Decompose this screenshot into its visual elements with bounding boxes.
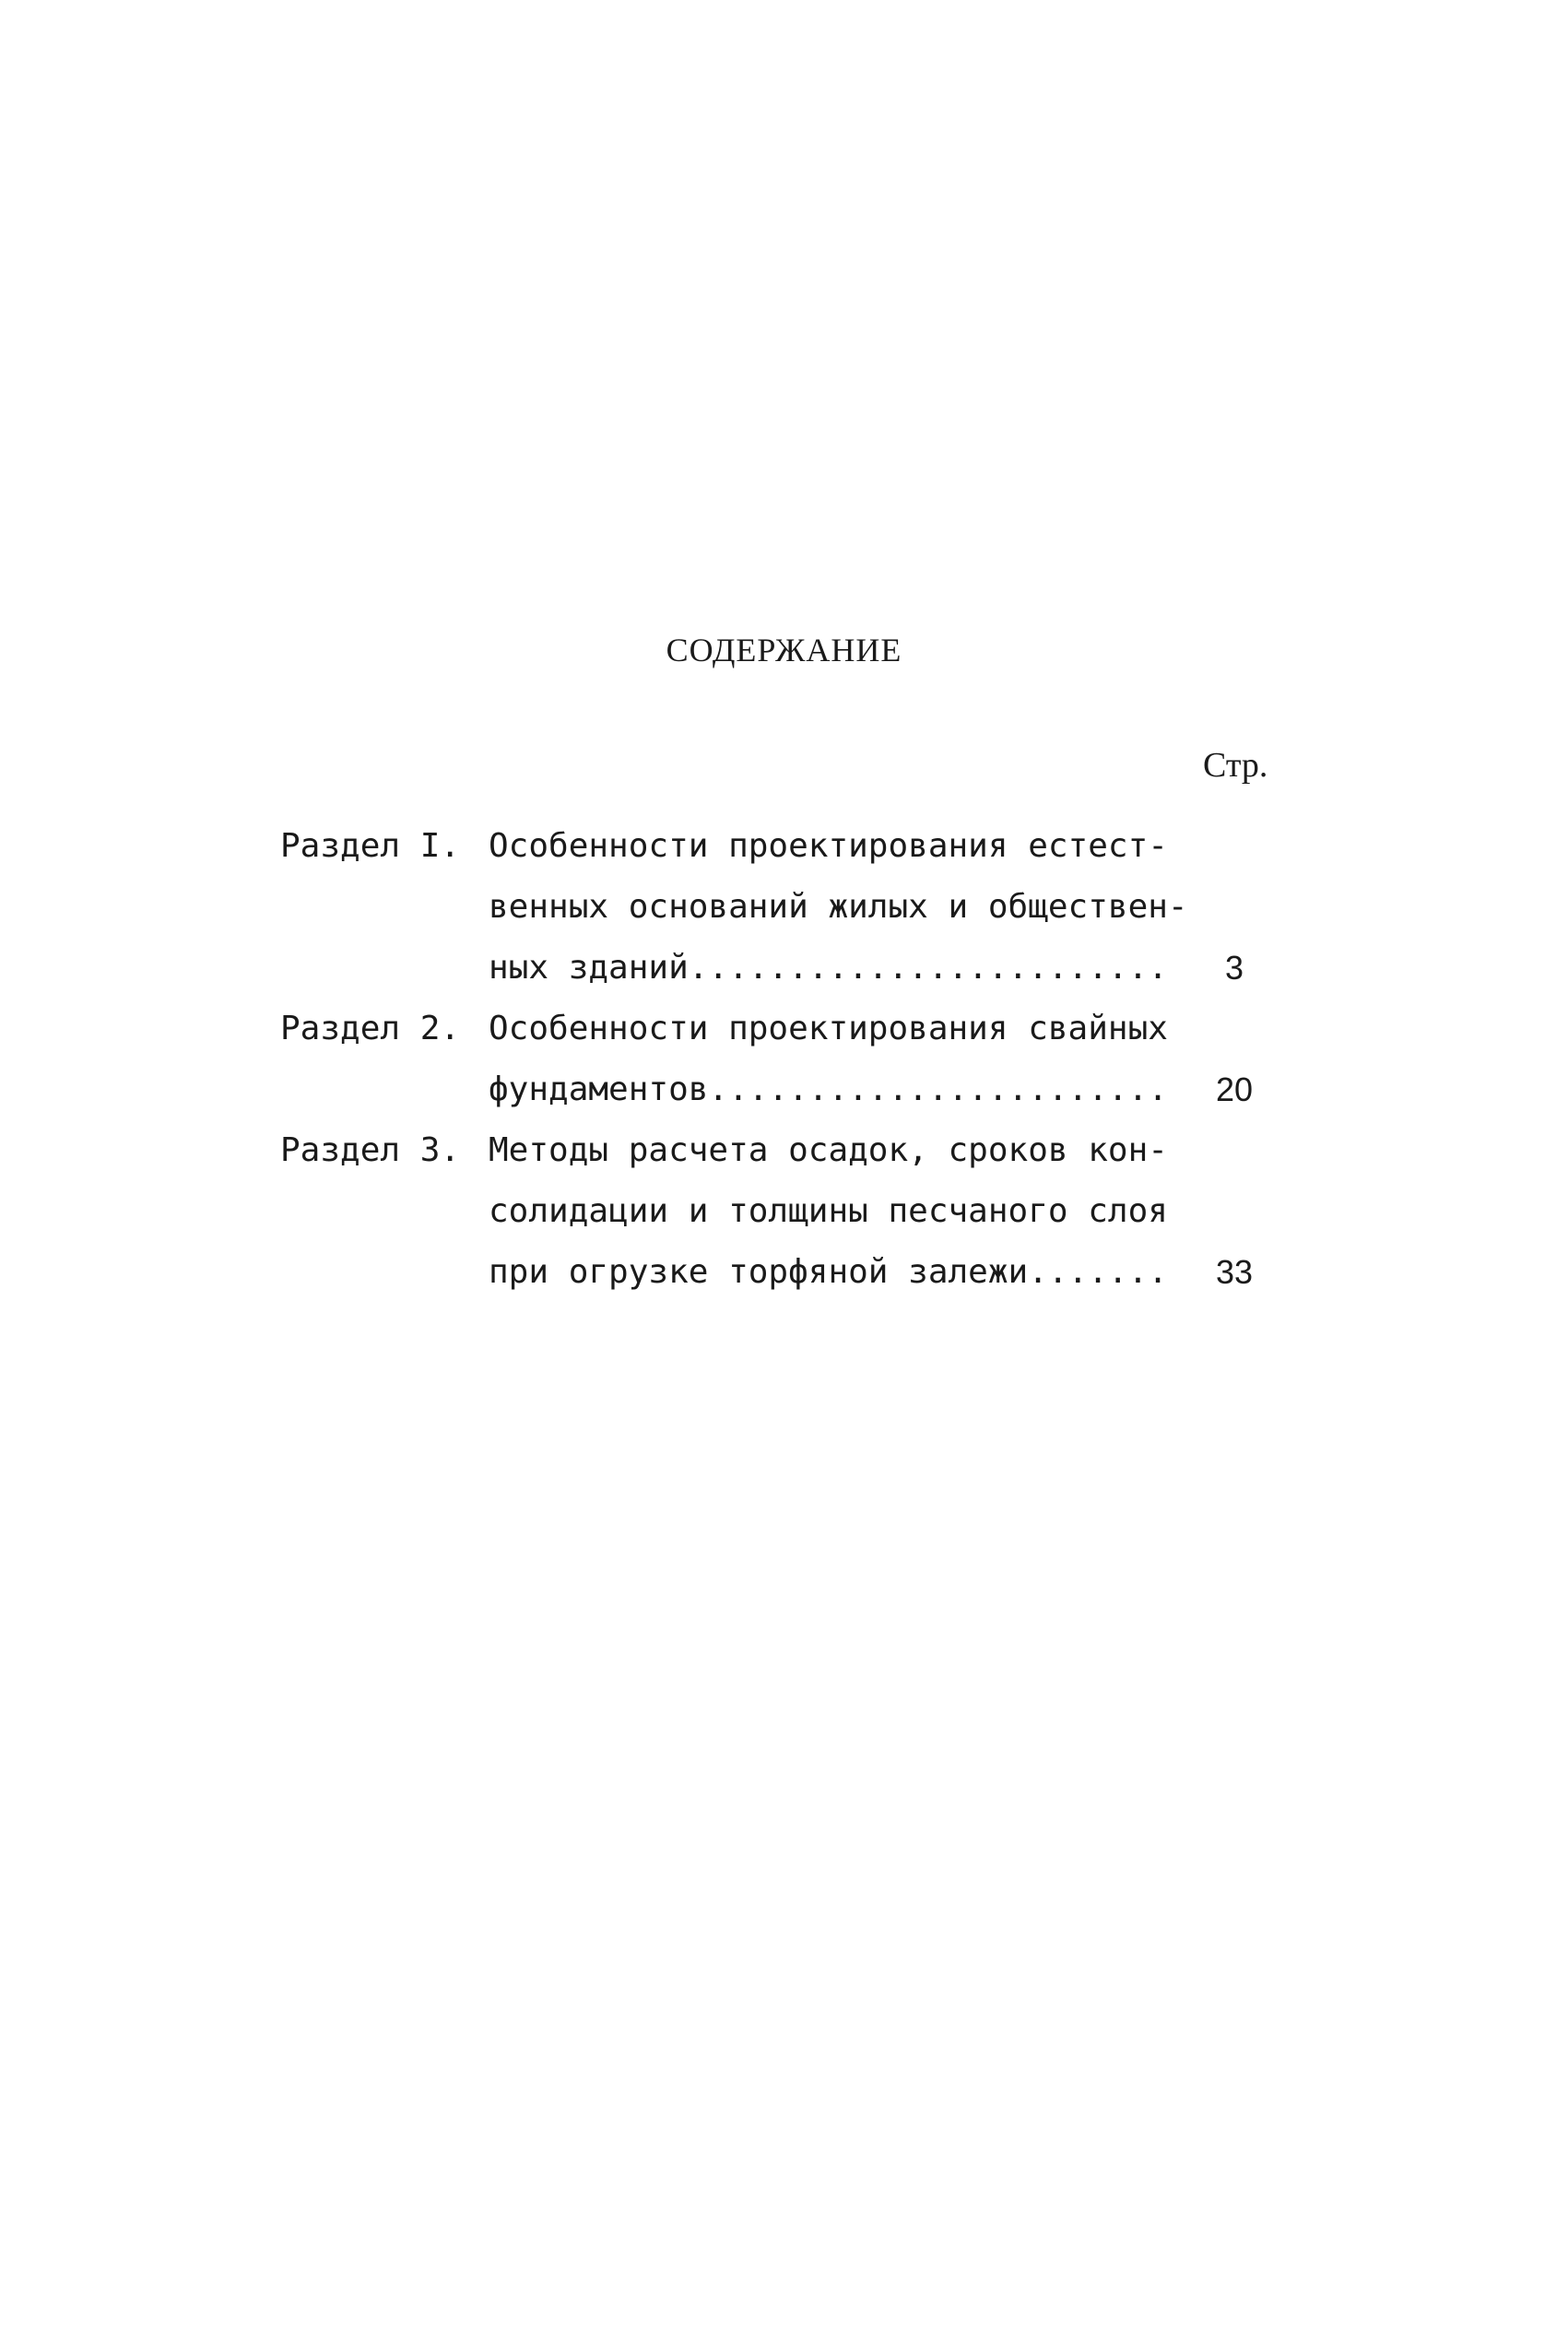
toc-title: СОДЕРЖАНИЕ (666, 632, 902, 668)
section-title-line: Методы расчета осадок, сроков кон- (489, 1131, 1168, 1169)
section-label: Раздел 2. (280, 1010, 461, 1047)
section-title-line: солидации и толщины песчаного слоя (489, 1192, 1168, 1230)
section-title-line: венных оснований жилых и обществен- (489, 888, 1188, 926)
page-number: 3 (1224, 949, 1244, 987)
page-number: 33 (1215, 1253, 1254, 1291)
section-label: Раздел I. (280, 827, 461, 865)
section-title-line: Особенности проектирования естест- (489, 827, 1168, 865)
section-title-line: Особенности проектирования свайных (489, 1010, 1168, 1047)
section-title-line: при огрузке торфяной залежи....... (489, 1253, 1168, 1291)
page-column-header: Стр. (1203, 746, 1268, 785)
section-title-line: фундаментов....................... (489, 1070, 1168, 1108)
page-number: 20 (1215, 1070, 1254, 1108)
section-title-line: ных зданий........................ (489, 949, 1168, 987)
section-label: Раздел 3. (280, 1131, 461, 1169)
